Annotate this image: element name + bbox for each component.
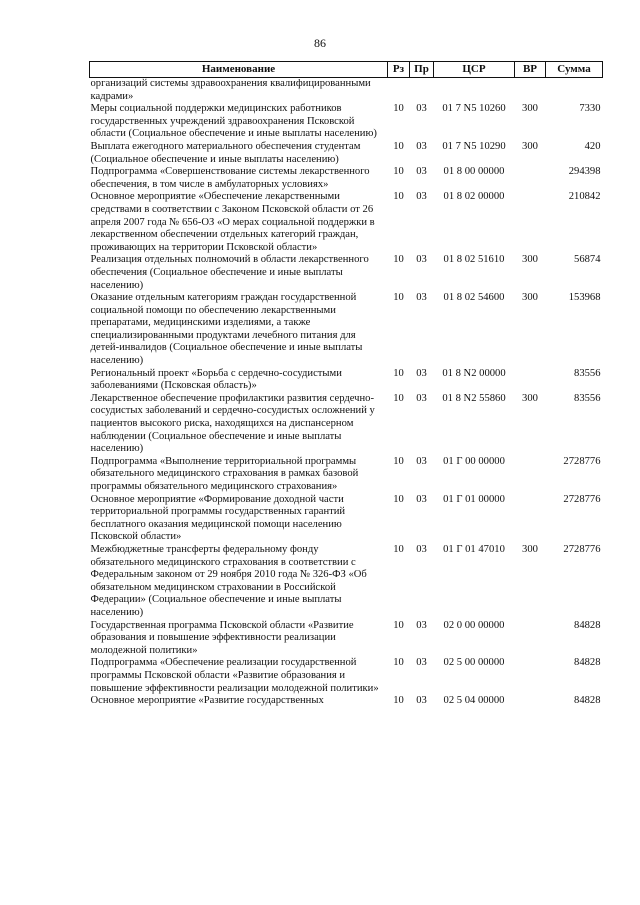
- table-header-row: [90, 62, 603, 78]
- row-vr: 300: [522, 292, 538, 304]
- row-sum: 294398: [568, 166, 601, 178]
- row-rz: 10: [393, 166, 404, 178]
- row-name: Оказание отдельным категориям граждан государственной социальной помощи по обеспечению лекарственными препаратами, медицинскими изделиями, а также специализированными продуктами лечебного питания для детей-инвалидов (Социальное обеспечение и иные выплаты населению): [90, 292, 363, 367]
- row-pr: 03: [416, 367, 427, 379]
- table-row: [90, 657, 603, 695]
- row-sum: 83556: [574, 392, 601, 404]
- row-csr: 01 8 N2 55860: [442, 392, 506, 404]
- table-row: [90, 292, 603, 368]
- row-pr: 03: [416, 254, 427, 266]
- row-vr: [515, 494, 546, 544]
- row-vr: 300: [522, 392, 538, 404]
- row-csr: 01 7 N5 10260: [442, 103, 506, 115]
- row-sum: 84828: [574, 619, 601, 631]
- row-rz: 10: [393, 254, 404, 266]
- row-name: Межбюджетные трансферты федеральному фонду обязательного медицинского страхования в соответствии с Федеральным законом от 29 ноября 2010 года № 326-ФЗ «Об обязательном медицинском страховании в Российской Федерации» (Социальное обеспечение и иные выплаты населению): [90, 543, 367, 618]
- table-row: [90, 368, 603, 393]
- table-row: [90, 254, 603, 292]
- budget-table: [89, 61, 603, 708]
- row-pr: 03: [416, 619, 427, 631]
- row-rz: 10: [393, 191, 404, 203]
- table-row: [90, 191, 603, 254]
- row-csr: 01 8 N2 00000: [442, 367, 506, 379]
- row-vr: [515, 368, 546, 393]
- page-number: 86: [314, 36, 326, 50]
- row-rz: 10: [393, 619, 404, 631]
- table-row: [90, 695, 603, 708]
- row-pr: 03: [416, 493, 427, 505]
- row-rz: 10: [393, 695, 404, 707]
- row-name: Подпрограмма «Выполнение территориальной программы обязательного медицинского страхования в рамках базовой программы обязательного медицинского страхования»: [90, 455, 359, 492]
- header-vr: ВР: [515, 62, 546, 78]
- row-name: Основное мероприятие «Обеспечение лекарственными средствами в соответствии с Законом Псковской области от 26 апреля 2007 года № 656-ОЗ «О мерах социальной поддержки в лекарственном обеспечении отдельных категорий граждан, проживающих на территории Псковской области»: [90, 191, 375, 253]
- row-sum: 83556: [574, 367, 601, 379]
- row-pr: 03: [416, 166, 427, 178]
- row-vr: 300: [522, 103, 538, 115]
- row-sum: 56874: [574, 254, 601, 266]
- row-rz: 10: [393, 657, 404, 669]
- row-csr: 01 Г 01 00000: [443, 493, 505, 505]
- header-rz: Рз: [388, 62, 410, 78]
- row-rz: 10: [393, 367, 404, 379]
- row-sum: 84828: [574, 657, 601, 669]
- header-sum: Сумма: [546, 62, 603, 78]
- row-csr: 01 8 02 00000: [443, 191, 505, 203]
- row-pr: 03: [416, 657, 427, 669]
- row-sum: 153968: [568, 292, 601, 304]
- row-vr: [515, 191, 546, 254]
- row-pr: 03: [416, 140, 427, 152]
- row-name: Реализация отдельных полномочий в области лекарственного обеспечения (Социальное обеспечение и иные выплаты населению): [90, 254, 369, 291]
- row-pr: 03: [416, 103, 427, 115]
- row-name: Выплата ежегодного материального обеспечения студентам (Социальное обеспечение и иные выплаты населению): [90, 140, 361, 165]
- row-name: Региональный проект «Борьба с сердечно-сосудистыми заболеваниями (Псковская область)»: [90, 367, 342, 392]
- row-vr: 300: [522, 140, 538, 152]
- row-sum: 420: [584, 140, 601, 152]
- table-row: [90, 456, 603, 494]
- row-pr: 03: [416, 543, 427, 555]
- row-pr: 03: [416, 392, 427, 404]
- table-row: [90, 544, 603, 620]
- row-vr: [515, 657, 546, 695]
- row-name: Государственная программа Псковской области «Развитие образования и повышение эффективности реализации молодежной политики»: [90, 619, 354, 656]
- row-vr: 300: [522, 254, 538, 266]
- row-name: Основное мероприятие «Формирование доходной части территориальной программы государственных гарантий бесплатного оказания медицинской помощи населению Псковской области»: [90, 493, 346, 543]
- table-row: [90, 393, 603, 456]
- row-sum: 2728776: [563, 455, 601, 467]
- row-name: организаций системы здравоохранения квалифицированными кадрами»: [90, 78, 371, 102]
- row-vr: 300: [522, 543, 538, 555]
- row-name: Лекарственное обеспечение профилактики развития сердечно-сосудистых заболеваний и сердечно-сосудистых осложнений у пациентов высокого риска, находящихся на диспансерном наблюдении (Социальное обеспечение и иные выплаты населению): [90, 392, 375, 455]
- table-row: [90, 103, 603, 141]
- row-pr: 03: [416, 292, 427, 304]
- row-rz: 10: [393, 292, 404, 304]
- row-pr: [410, 78, 434, 104]
- row-name: Основное мероприятие «Развитие государственных: [90, 695, 324, 707]
- row-rz: 10: [393, 455, 404, 467]
- table-row: [90, 620, 603, 658]
- row-csr: 01 8 02 54600: [443, 292, 505, 304]
- row-sum: 210842: [568, 191, 601, 203]
- row-csr: 01 Г 01 47010: [443, 543, 505, 555]
- table-row: [90, 166, 603, 191]
- row-rz: 10: [393, 493, 404, 505]
- row-rz: 10: [393, 543, 404, 555]
- row-vr: [515, 78, 546, 104]
- row-vr: [515, 166, 546, 191]
- row-vr: [515, 695, 546, 708]
- row-pr: 03: [416, 695, 427, 707]
- header-name: Наименование: [90, 62, 388, 78]
- row-name: Подпрограмма «Совершенствование системы лекарственного обеспечения, в том числе в амбулаторных условиях»: [90, 166, 370, 190]
- row-csr: [434, 78, 515, 104]
- row-rz: 10: [393, 140, 404, 152]
- row-name: Подпрограмма «Обеспечение реализации государственной программы Псковской области «Развитие образования и повышение эффективности реализации молодежной политики»: [90, 657, 379, 694]
- row-csr: 02 0 00 00000: [443, 619, 505, 631]
- row-sum: 2728776: [563, 493, 601, 505]
- row-vr: [515, 456, 546, 494]
- row-sum: [546, 78, 603, 104]
- row-sum: 84828: [574, 695, 601, 707]
- row-sum: 7330: [579, 103, 601, 115]
- row-csr: 01 8 00 00000: [443, 166, 505, 178]
- header-csr: ЦСР: [434, 62, 515, 78]
- row-rz: 10: [393, 103, 404, 115]
- row-csr: 02 5 04 00000: [443, 695, 505, 707]
- row-name: Меры социальной поддержки медицинских работников государственных учреждений здравоохранения Псковской области (Социальное обеспечение и иные выплаты населению): [90, 103, 377, 140]
- row-csr: 02 5 00 00000: [443, 657, 505, 669]
- row-csr: 01 7 N5 10290: [442, 140, 506, 152]
- row-sum: 2728776: [563, 543, 601, 555]
- row-pr: 03: [416, 191, 427, 203]
- table-row: [90, 494, 603, 544]
- header-pr: Пр: [410, 62, 434, 78]
- table-row: [90, 141, 603, 166]
- row-pr: 03: [416, 455, 427, 467]
- row-csr: 01 Г 00 00000: [443, 455, 505, 467]
- row-rz: [388, 78, 410, 104]
- table-row: [90, 78, 603, 104]
- row-csr: 01 8 02 51610: [443, 254, 505, 266]
- row-rz: 10: [393, 392, 404, 404]
- row-vr: [515, 620, 546, 658]
